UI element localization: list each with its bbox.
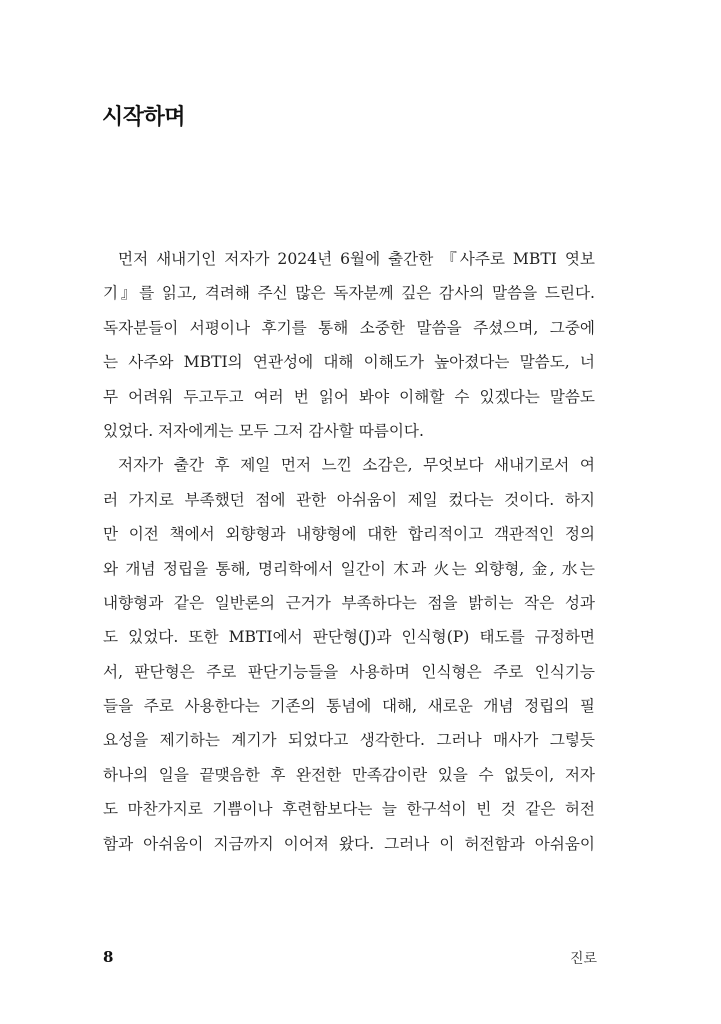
- text-line: 기』를 읽고, 격려해 주신 많은 독자분께 깊은 감사의 말씀을 드린다.: [103, 284, 595, 303]
- text-line: 먼저 새내기인 저자가 2024년 6월에 출간한 『사주로 MBTI 엿보: [118, 250, 595, 268]
- section-heading: 시작하며: [102, 105, 186, 130]
- text-line: 도 마찬가지로 기쁨이나 후련함보다는 늘 한구석이 빈 것 같은 허전: [103, 800, 595, 819]
- text-line: 만 이전 책에서 외향형과 내향형에 대한 합리적이고 객관적인 정의: [103, 525, 595, 544]
- page-number: 8: [103, 948, 114, 966]
- text-line: 저자가 출간 후 제일 먼저 느낀 소감은, 무엇보다 새내기로서 여: [118, 456, 595, 475]
- text-line: 함과 아쉬움이 지금까지 이어져 왔다. 그러나 이 허전함과 아쉬움이: [103, 834, 595, 853]
- text-line: 요성을 제기하는 계기가 되었다고 생각한다. 그러나 매사가 그렇듯: [103, 731, 595, 750]
- text-line: 도 있었다. 또한 MBTI에서 판단형(J)과 인식형(P) 태도를 규정하면: [103, 628, 595, 647]
- chapter-label: 진로: [569, 951, 597, 967]
- text-line: 들을 주로 사용한다는 기존의 통념에 대해, 새로운 개념 정립의 필: [103, 697, 595, 716]
- text-line: 와 개념 정립을 통해, 명리학에서 일간이 木과 火는 외향형, 金, 水는: [103, 559, 595, 578]
- text-line: 무 어려워 두고두고 여러 번 읽어 봐야 이해할 수 있겠다는 말씀도: [103, 387, 595, 406]
- text-line: 서, 판단형은 주로 판단기능들을 사용하며 인식형은 주로 인식기능: [103, 662, 595, 681]
- body-text: [103, 242, 595, 861]
- text-line: 있었다. 저자에게는 모두 그저 감사할 따름이다.: [103, 421, 424, 440]
- text-line: 는 사주와 MBTI의 연관성에 대해 이해도가 높아졌다는 말씀도, 너: [103, 353, 595, 372]
- text-line: 내향형과 같은 일반론의 근거가 부족하다는 점을 밝히는 작은 성과: [103, 593, 595, 612]
- text-line: 러 가지로 부족했던 점에 관한 아쉬움이 제일 컸다는 것이다. 하지: [103, 490, 595, 509]
- text-line: 하나의 일을 끝맺음한 후 완전한 만족감이란 있을 수 없듯이, 저자: [103, 765, 595, 784]
- text-line: 독자분들이 서평이나 후기를 통해 소중한 말씀을 주셨으며, 그중에: [103, 318, 595, 337]
